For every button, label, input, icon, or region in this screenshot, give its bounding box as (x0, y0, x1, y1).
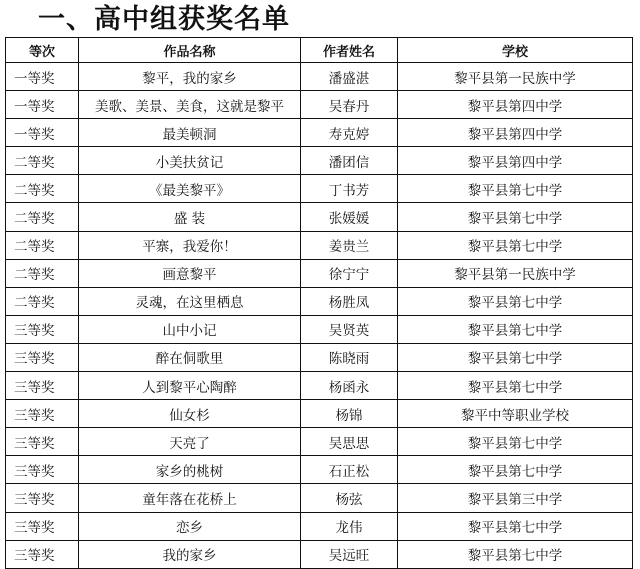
cell-school: 黎平县第七中学 (398, 315, 633, 343)
award-table (5, 37, 633, 569)
cell-award-level: 二等奖 (6, 203, 79, 231)
cell-work-title: 灵魂，在这里栖息 (79, 287, 301, 315)
cell-award-level: 二等奖 (6, 259, 79, 287)
table-row (6, 259, 633, 287)
table-row (6, 315, 633, 343)
cell-author-name: 吴贤英 (301, 315, 398, 343)
cell-work-title: 人到黎平心陶醉 (79, 372, 301, 400)
cell-award-level: 三等奖 (6, 400, 79, 428)
table-row (6, 175, 633, 203)
cell-award-level: 三等奖 (6, 540, 79, 568)
cell-author-name: 石正松 (301, 456, 398, 484)
cell-work-title: 画意黎平 (79, 259, 301, 287)
cell-work-title: 山中小记 (79, 315, 301, 343)
cell-award-level: 三等奖 (6, 428, 79, 456)
cell-school: 黎平县第四中学 (398, 119, 633, 147)
cell-award-level: 一等奖 (6, 91, 79, 119)
cell-school: 黎平县第七中学 (398, 540, 633, 568)
cell-author-name: 吴远旺 (301, 540, 398, 568)
cell-work-title: 恋乡 (79, 512, 301, 540)
cell-school: 黎平县第一民族中学 (398, 63, 633, 91)
cell-school: 黎平县第七中学 (398, 203, 633, 231)
cell-work-title: 醉在侗歌里 (79, 343, 301, 371)
table-row (6, 287, 633, 315)
cell-school: 黎平县第七中学 (398, 231, 633, 259)
table-body (6, 63, 633, 569)
cell-award-level: 三等奖 (6, 372, 79, 400)
cell-author-name: 潘盛湛 (301, 63, 398, 91)
header-award-level: 等次 (6, 38, 79, 63)
header-school: 学校 (398, 38, 633, 63)
cell-author-name: 姜贵兰 (301, 231, 398, 259)
cell-school: 黎平县第七中学 (398, 428, 633, 456)
table-row (6, 91, 633, 119)
cell-award-level: 二等奖 (6, 231, 79, 259)
cell-work-title: 仙女杉 (79, 400, 301, 428)
table-row (6, 343, 633, 371)
table-row (6, 147, 633, 175)
cell-school: 黎平县第七中学 (398, 456, 633, 484)
cell-award-level: 三等奖 (6, 484, 79, 512)
cell-award-level: 三等奖 (6, 456, 79, 484)
cell-award-level: 三等奖 (6, 315, 79, 343)
cell-work-title: 黎平，我的家乡 (79, 63, 301, 91)
table-row (6, 512, 633, 540)
cell-work-title: 童年落在花桥上 (79, 484, 301, 512)
cell-award-level: 一等奖 (6, 119, 79, 147)
cell-school: 黎平县第四中学 (398, 147, 633, 175)
table-row (6, 484, 633, 512)
cell-award-level: 三等奖 (6, 343, 79, 371)
cell-author-name: 杨弦 (301, 484, 398, 512)
cell-author-name: 杨函永 (301, 372, 398, 400)
cell-work-title: 《最美黎平》 (79, 175, 301, 203)
table-row (6, 540, 633, 568)
cell-school: 黎平县第一民族中学 (398, 259, 633, 287)
table-row (6, 456, 633, 484)
cell-author-name: 徐宁宁 (301, 259, 398, 287)
cell-work-title: 我的家乡 (79, 540, 301, 568)
table-row (6, 119, 633, 147)
header-author-name: 作者姓名 (301, 38, 398, 63)
cell-school: 黎平中等职业学校 (398, 400, 633, 428)
table-header (6, 38, 633, 63)
cell-school: 黎平县第七中学 (398, 287, 633, 315)
cell-author-name: 吴思思 (301, 428, 398, 456)
cell-school: 黎平县第三中学 (398, 484, 633, 512)
cell-award-level: 二等奖 (6, 287, 79, 315)
cell-work-title: 盛 装 (79, 203, 301, 231)
cell-school: 黎平县第七中学 (398, 372, 633, 400)
cell-author-name: 丁书芳 (301, 175, 398, 203)
cell-work-title: 最美顿洞 (79, 119, 301, 147)
cell-work-title: 天亮了 (79, 428, 301, 456)
header-work-title: 作品名称 (79, 38, 301, 63)
cell-work-title: 美歌、美景、美食，这就是黎平 (79, 91, 301, 119)
cell-author-name: 龙伟 (301, 512, 398, 540)
page-heading: 一、高中组获奖名单 (38, 4, 290, 35)
table-row (6, 203, 633, 231)
table-row (6, 428, 633, 456)
table-row (6, 372, 633, 400)
cell-school: 黎平县第四中学 (398, 91, 633, 119)
cell-school: 黎平县第七中学 (398, 512, 633, 540)
table-row (6, 231, 633, 259)
cell-school: 黎平县第七中学 (398, 175, 633, 203)
cell-work-title: 平寨，我爱你！ (79, 231, 301, 259)
cell-award-level: 二等奖 (6, 147, 79, 175)
cell-author-name: 张媛媛 (301, 203, 398, 231)
cell-author-name: 吴春丹 (301, 91, 398, 119)
cell-work-title: 家乡的桃树 (79, 456, 301, 484)
cell-work-title: 小美扶贫记 (79, 147, 301, 175)
cell-award-level: 三等奖 (6, 512, 79, 540)
table-row (6, 400, 633, 428)
cell-school: 黎平县第七中学 (398, 343, 633, 371)
cell-author-name: 杨胜凤 (301, 287, 398, 315)
cell-author-name: 陈晓雨 (301, 343, 398, 371)
table-row (6, 63, 633, 91)
cell-award-level: 二等奖 (6, 175, 79, 203)
cell-author-name: 潘团信 (301, 147, 398, 175)
cell-author-name: 寿克婷 (301, 119, 398, 147)
header-row (6, 38, 633, 63)
cell-award-level: 一等奖 (6, 63, 79, 91)
cell-author-name: 杨锦 (301, 400, 398, 428)
